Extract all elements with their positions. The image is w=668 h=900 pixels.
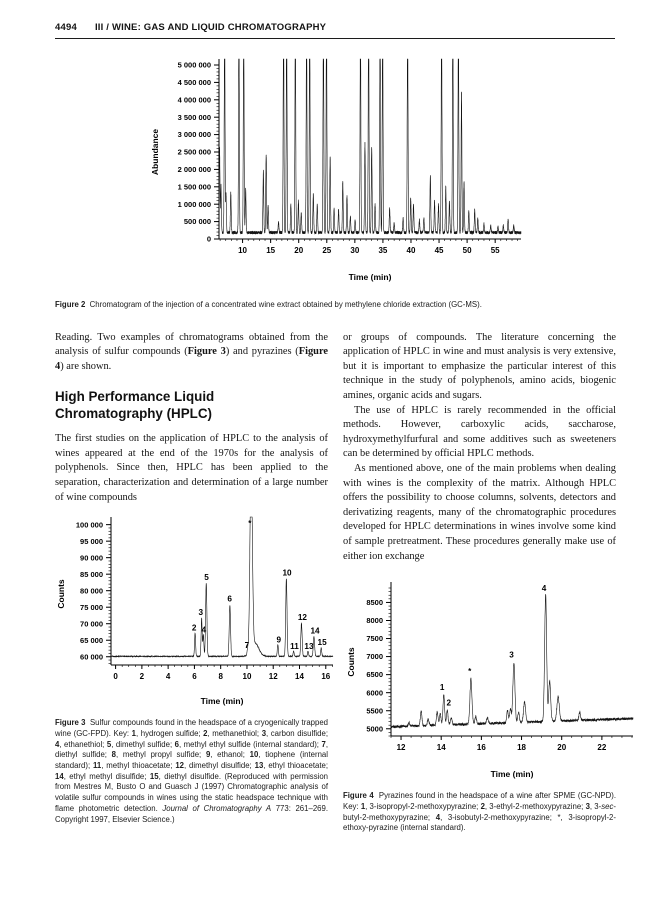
svg-text:50: 50: [462, 246, 472, 255]
svg-text:6: 6: [227, 594, 232, 604]
svg-text:4: 4: [165, 672, 171, 682]
svg-text:6000: 6000: [366, 688, 383, 698]
figure2-chromatogram: [147, 55, 529, 285]
svg-text:3: 3: [198, 608, 204, 618]
svg-text:10: 10: [238, 246, 248, 255]
svg-text:35: 35: [378, 246, 388, 255]
svg-text:10: 10: [282, 568, 292, 578]
figure4-caption: Figure 4 Pyrazines found in the headspace of a wine after SPME (GC-NPD). Key: 1, 3-isopropyl-2-methoxypyrazine; 2, 3-ethyl-2-methoxypyrazine; 3, 3-sec-butyl-2-methoxypyrazine; 4, 3-isobutyl-2-methoxypyrazine; *, 3-isopropyl-2-ethoxy-pyrazine (internal standard).: [343, 791, 617, 833]
section-heading-line2: Chromatography (HPLC): [55, 405, 212, 421]
svg-text:0: 0: [206, 234, 211, 244]
svg-text:13: 13: [304, 642, 314, 652]
svg-text:14: 14: [295, 672, 304, 682]
svg-text:12: 12: [396, 743, 406, 753]
paragraph-groups: or groups of compounds. The literature concerning the application of HPLC in wine and must analysis is very extensive, but it is important to emphasize the particular interest of this technique in the study of polyphenols, amino acids, biogenic amines, organic acids and sugars.: [343, 331, 616, 402]
svg-text:4: 4: [541, 584, 547, 594]
svg-text:16: 16: [476, 743, 486, 753]
svg-text:3 000 000: 3 000 000: [177, 130, 211, 140]
paragraph-matrix-complexity: As mentioned above, one of the main problems when dealing with wines is the complexity of the matrix. Although HPLC offers the possibility to choose columns, solvents, detectors and derivatizing reagents, many of the chromatographic procedures developed for HPLC determinations in wines involve some kind of sample pretreatment. These procedures generally make use of either ion exchange: [343, 463, 616, 562]
svg-text:70 000: 70 000: [80, 619, 103, 629]
svg-text:6500: 6500: [366, 670, 383, 680]
svg-text:*: *: [248, 519, 252, 529]
svg-text:4 000 000: 4 000 000: [177, 95, 211, 105]
svg-text:22: 22: [597, 743, 607, 753]
svg-text:500 000: 500 000: [183, 217, 211, 227]
svg-text:100 000: 100 000: [75, 520, 103, 530]
svg-text:2 000 000: 2 000 000: [177, 165, 211, 174]
svg-text:Counts: Counts: [346, 647, 356, 677]
svg-text:11: 11: [290, 642, 299, 652]
svg-text:2 500 000: 2 500 000: [177, 147, 211, 157]
svg-text:4: 4: [201, 625, 207, 635]
svg-text:2: 2: [446, 698, 452, 708]
svg-text:25: 25: [322, 246, 332, 255]
svg-text:4 500 000: 4 500 000: [177, 78, 211, 87]
svg-text:20: 20: [294, 246, 304, 255]
svg-text:80 000: 80 000: [80, 586, 103, 596]
section-heading-hplc: [55, 389, 328, 422]
figure3-caption: Figure 3 Sulfur compounds found in the headspace of a cryogenically trapped wine (GC-FPD). Key: 1, hydrogen sulfide; 2, methanethiol; 3, carbon disulfide; 4, ethanethiol; 5, dimethyl sulfide; 6, methyl ethyl sulfide (internal standard); 7, diethyl sulfide; 8, methyl propyl sulfide; 9, ethanol; 10, tiophene (internal standard); 11, methyl thioacetate; 12, dimethyl disulfide; 13, ethyl thioacetate; 14, ethyl methyl disulfide; 15, diethyl disulfide. (Reproduced with permission from Mestres M, Busto O and Guasch J (1997) Chromatographic analysis of volatile sulfur compounds in wines using the static headspace technique with flame photometric detection. Journal of Chromatography A 773: 261–269. Copyright 1997, Elsevier Science.): [55, 718, 328, 824]
column-right: [343, 331, 616, 834]
svg-text:18: 18: [517, 743, 526, 753]
svg-text:*: *: [468, 667, 472, 677]
figure3-chromatogram: [53, 513, 343, 709]
svg-text:45: 45: [434, 246, 444, 255]
page-number: 4494: [55, 22, 77, 33]
svg-text:12: 12: [268, 672, 278, 682]
svg-text:15: 15: [317, 638, 327, 648]
svg-text:30: 30: [350, 246, 360, 255]
svg-text:9: 9: [276, 635, 282, 645]
running-title: III / WINE: GAS AND LIQUID CHROMATOGRAPHY: [94, 22, 327, 33]
svg-text:75 000: 75 000: [80, 603, 103, 613]
svg-text:1 500 000: 1 500 000: [177, 182, 211, 192]
svg-text:14: 14: [310, 626, 320, 636]
figure2: [147, 55, 615, 290]
svg-text:55: 55: [490, 246, 500, 255]
svg-text:85 000: 85 000: [80, 570, 103, 580]
svg-text:1 000 000: 1 000 000: [177, 199, 211, 209]
svg-text:8500: 8500: [366, 598, 383, 608]
svg-text:60 000: 60 000: [80, 652, 103, 662]
svg-text:Time (min): Time (min): [200, 696, 244, 707]
svg-text:5: 5: [204, 573, 209, 583]
svg-text:10: 10: [242, 672, 252, 682]
svg-text:15: 15: [266, 246, 276, 255]
svg-text:Time (min): Time (min): [348, 272, 392, 282]
svg-text:5000: 5000: [366, 724, 383, 734]
figure4: [343, 574, 616, 787]
svg-text:7500: 7500: [366, 634, 383, 644]
svg-text:16: 16: [321, 672, 331, 682]
article-columns: [55, 331, 615, 834]
paragraph-official-methods: The use of HPLC is rarely recommended in the official methods. However, carboxylic acids, saccharose, hydroxymethylfurfural and some additives such as sweeteners can be determined by official HPLC methods.: [343, 404, 616, 460]
column-left: [55, 331, 331, 834]
figure2-caption: Figure 2 Chromatogram of the injection of a concentrated wine extract obtained by methylene chloride extraction (GC-MS).: [55, 300, 482, 309]
svg-text:5500: 5500: [366, 706, 383, 716]
svg-text:14: 14: [436, 743, 446, 753]
svg-text:7: 7: [244, 641, 250, 651]
figure3: [53, 513, 331, 714]
svg-text:3 500 000: 3 500 000: [177, 112, 211, 122]
svg-text:40: 40: [406, 246, 416, 255]
page-header: [55, 22, 615, 33]
svg-text:20: 20: [557, 743, 567, 753]
svg-text:12: 12: [297, 613, 307, 623]
section-heading-line1: High Performance Liquid: [55, 389, 215, 405]
svg-text:95 000: 95 000: [80, 537, 103, 547]
header-rule: [55, 38, 615, 39]
paragraph-hplc-intro: The first studies on the application of HPLC to the analysis of wines appeared at the end of the 1970s for the analysis of polyphenols. Since then, HPLC has been applied to the separation, characterization and determination of a large number of wine compounds: [55, 433, 328, 503]
svg-text:Time (min): Time (min): [490, 769, 534, 780]
svg-text:6: 6: [192, 672, 197, 682]
svg-text:2: 2: [191, 623, 197, 633]
svg-text:8: 8: [218, 672, 223, 682]
svg-text:1: 1: [439, 682, 445, 692]
svg-text:65 000: 65 000: [80, 636, 103, 646]
svg-text:7000: 7000: [366, 652, 383, 662]
svg-text:3: 3: [509, 650, 514, 660]
paragraph-reading: Reading. Two examples of chromatograms obtained from the analysis of sulfur compounds (Figure 3) and pyrazines (Figure 4) are shown.: [55, 331, 328, 372]
svg-text:8000: 8000: [366, 616, 383, 626]
svg-text:Abundance: Abundance: [150, 128, 160, 176]
svg-text:5 000 000: 5 000 000: [177, 60, 211, 70]
svg-text:Counts: Counts: [56, 579, 66, 609]
figure4-chromatogram: [343, 574, 639, 782]
svg-text:2: 2: [139, 672, 145, 682]
svg-text:0: 0: [113, 672, 118, 682]
svg-text:90 000: 90 000: [80, 553, 103, 563]
